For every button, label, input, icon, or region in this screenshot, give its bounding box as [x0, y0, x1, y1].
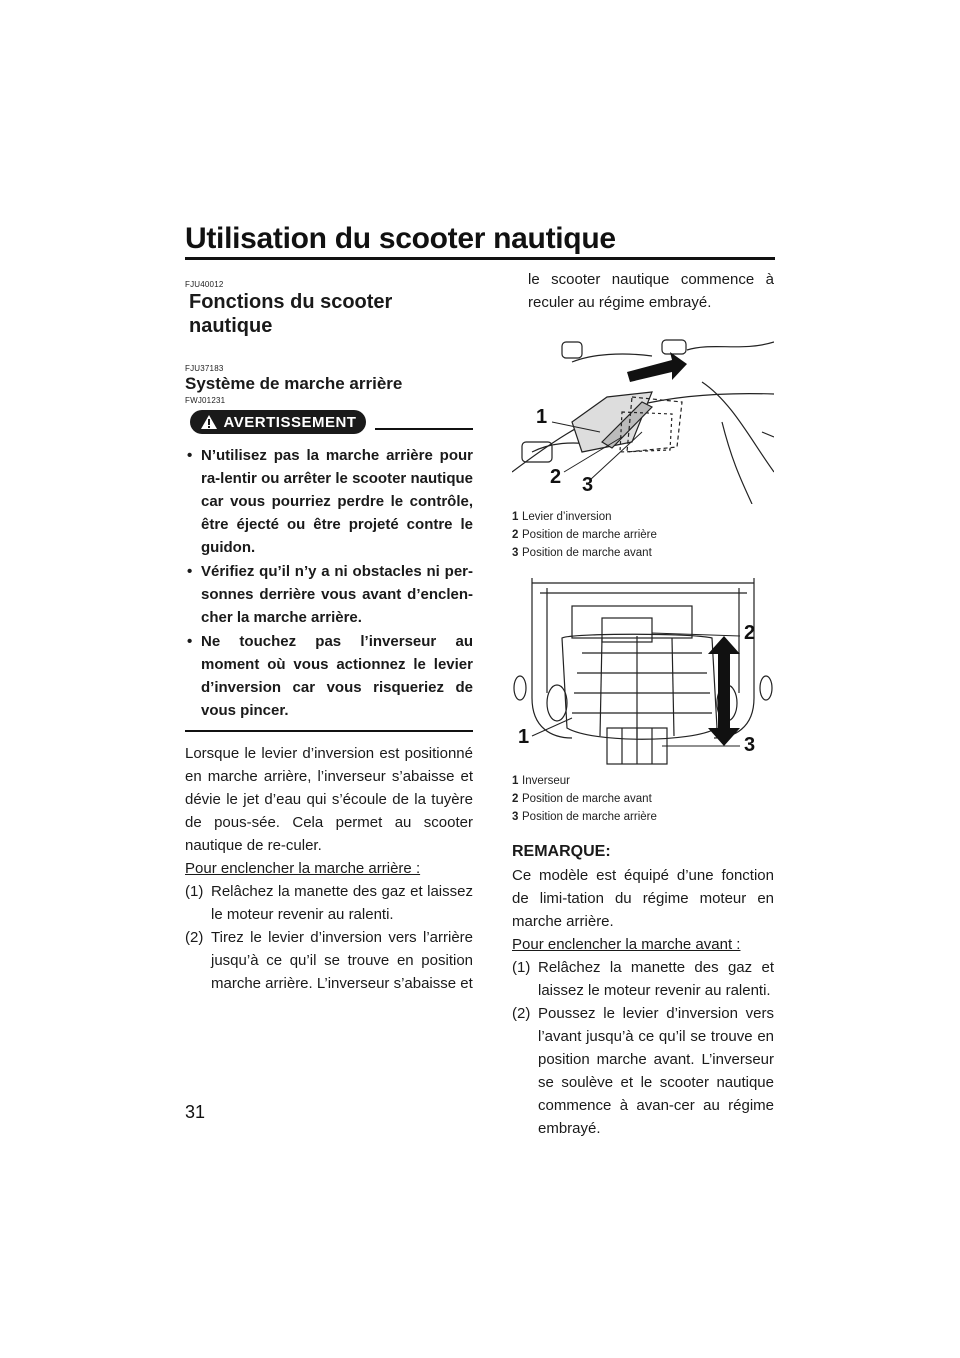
warning-badge — [190, 410, 366, 434]
warning-header — [185, 410, 473, 436]
reverse-heading: Pour enclencher la marche arrière : — [185, 860, 421, 877]
step-number: (2) — [512, 1005, 531, 1022]
figure-deflector — [512, 578, 774, 768]
warning-label: AVERTISSEMENT — [223, 413, 357, 431]
figure-reverse-lever — [512, 322, 774, 504]
warning-item: • N’utilisez pas la marche arrière pour ra-lentir ou arrêter le scooter nautique car vous pourriez perdre le contrôle, être éjecté ou être projeté contre le guidon. — [185, 444, 473, 559]
figure2-legend — [512, 772, 774, 826]
callout-1: 1 — [518, 726, 530, 748]
callout-3: 3 — [744, 734, 756, 756]
subsection-code: FJU37183 — [185, 364, 224, 373]
warning-code: FWJ01231 — [185, 396, 226, 405]
legend-item: 2 Position de marche arrière — [512, 529, 657, 541]
step-text: Relâchez la manette des gaz et laissez le moteur revenir au ralenti. — [538, 959, 774, 999]
callout-2: 2 — [744, 622, 756, 644]
callout-1: 1 — [536, 406, 548, 428]
forward-heading: Pour enclencher la marche avant : — [512, 936, 741, 953]
page-header-title: Utilisation du scooter nautique — [185, 222, 616, 255]
intro-paragraph: Lorsque le levier d’inversion est positionné en marche arrière, l’inverseur s’abaisse et dévie le jet d’eau qui s’écoule de la tuyère de pous-sée. Cela permet au scooter nautique de re-culer. — [185, 745, 473, 854]
warning-item: • Ne touchez pas l’inverseur au moment où vous actionnez le levier d’inversion car vous risqueriez de vous pincer. — [185, 630, 473, 722]
remarque-text: Ce modèle est équipé d’une fonction de limi-tation du régime moteur en marche arrière. — [512, 867, 774, 930]
right-column — [512, 268, 774, 1140]
figure1-legend — [512, 508, 774, 562]
warning-end-rule — [185, 730, 473, 732]
step-number: (2) — [185, 929, 204, 946]
left-column — [185, 280, 473, 995]
warning-triangle-icon — [200, 414, 218, 430]
warning-list — [185, 444, 473, 722]
section-code: FJU40012 — [185, 280, 224, 289]
callout-3: 3 — [582, 474, 594, 496]
legend-item: 2 Position de marche avant — [512, 793, 652, 805]
reverse-step — [185, 926, 473, 995]
header-rule — [185, 257, 775, 260]
step-text: Tirez le levier d’inversion vers l’arrière jusqu’à ce qu’il se trouve en position marche arrière. L’inverseur s’abaisse et — [211, 929, 473, 992]
warning-rule — [375, 428, 473, 430]
legend-item: 3 Position de marche arrière — [512, 811, 657, 823]
deflector-illustration — [512, 578, 774, 768]
step-text: Relâchez la manette des gaz et laissez le moteur revenir au ralenti. — [211, 883, 473, 923]
page-number: 31 — [185, 1102, 206, 1122]
forward-step — [512, 1002, 774, 1140]
step-number: (1) — [185, 883, 204, 900]
section-title: Fonctions du scooter nautique — [189, 291, 393, 337]
warning-item: • Vérifiez qu’il n’y a ni obstacles ni per-sonnes derrière vous avant d’enclen-cher la marche arrière. — [185, 560, 473, 629]
subsection-title: Système de marche arrière — [185, 374, 403, 393]
forward-step — [512, 956, 774, 1002]
legend-item: 1 Levier d’inversion — [512, 511, 612, 523]
remarque-title: REMARQUE: — [512, 843, 611, 860]
continuation-text: le scooter nautique commence à reculer au régime embrayé. — [528, 271, 774, 311]
reverse-step — [185, 880, 473, 926]
step-number: (1) — [512, 959, 531, 976]
legend-item: 3 Position de marche avant — [512, 547, 652, 559]
step-text: Poussez le levier d’inversion vers l’avant jusqu’à ce qu’il se trouve en position marche avant. L’inverseur se soulève et le scooter nautique commence à avan-cer au régime embrayé. — [538, 1005, 774, 1137]
callout-2: 2 — [550, 466, 562, 488]
legend-item: 1 Inverseur — [512, 775, 570, 787]
